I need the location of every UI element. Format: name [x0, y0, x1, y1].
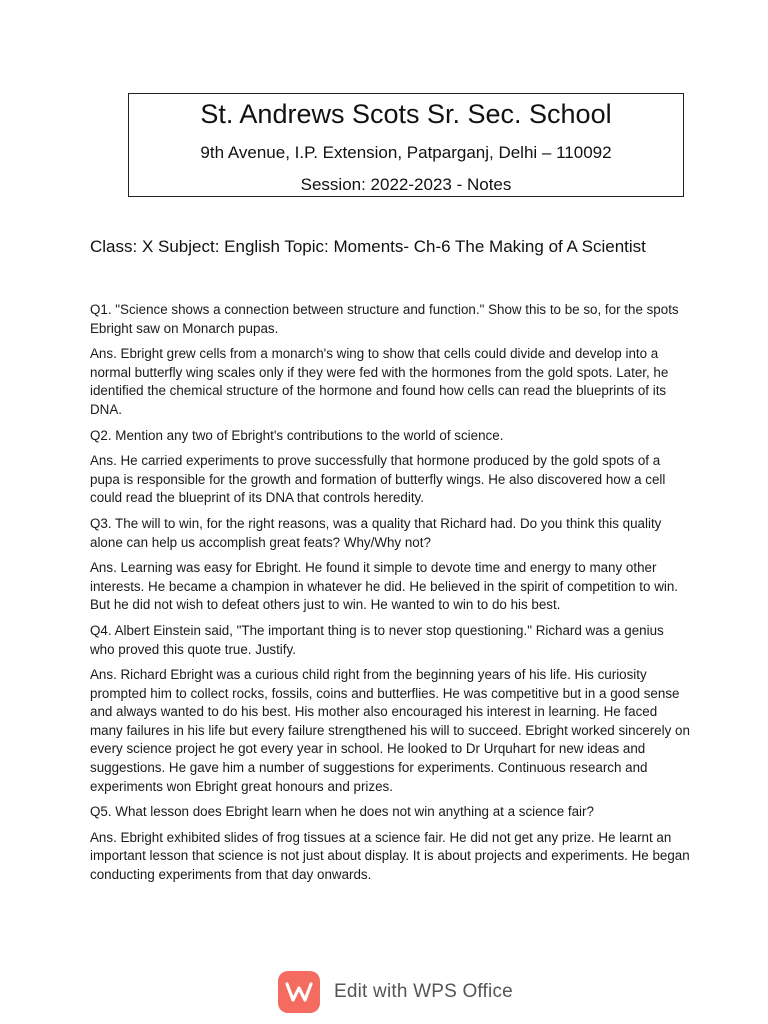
question-answer-list [90, 301, 690, 892]
answer-3: Ans. Learning was easy for Ebright. He found it simple to devote time and energy to many other interests. He became a champion in whatever he did. He believed in the spirit of competition to win. But he did not wish to defeat others just to win. He wanted to win to do his best. [90, 560, 679, 613]
school-header-box [128, 93, 684, 197]
school-address: 9th Avenue, I.P. Extension, Patparganj, Delhi – 110092 [200, 143, 612, 162]
wps-office-watermark[interactable] [278, 970, 513, 1014]
answer-2: Ans. He carried experiments to prove successfully that hormone produced by the gold spots of a pupa is responsible for the growth and formation of butterfly wings. He also discovered how a cell could read the blueprint of its DNA that controls heredity. [90, 453, 666, 506]
wps-watermark-text: Edit with WPS Office [334, 981, 513, 1002]
class-subject-topic: Class: X Subject: English Topic: Moments- Ch-6 The Making of A Scientist [90, 237, 646, 256]
session-label: Session: 2022-2023 - Notes [300, 175, 512, 194]
wps-logo-icon [278, 971, 320, 1013]
question-3: Q3. The will to win, for the right reasons, was a quality that Richard had. Do you think this quality alone can help us accomplish great feats? Why/Why not? [90, 515, 662, 550]
question-5: Q5. What lesson does Ebright learn when he does not win anything at a science fair? [90, 804, 594, 820]
question-1: Q1. "Science shows a connection between structure and function." Show this to be so, for the spots Ebright saw on Monarch pupas. [90, 302, 679, 336]
school-name: St. Andrews Scots Sr. Sec. School [200, 99, 612, 129]
answer-4: Ans. Richard Ebright was a curious child right from the beginning years of his life. His curiosity prompted him to collect rocks, fossils, coins and butterflies. He was competitive but in a good sense and always wanted to do his best. His mother also encouraged his interest in learning. He faced many failures in his life but every failure strengthened his will to succeed. Ebright worked sincerely on every science project he got every year in school. He looked to Dr Urquhart for new ideas and suggestions. He gave him a number of suggestions for experiments. Continuous research and experiments won Ebright great honours and prizes. [90, 667, 690, 794]
question-2: Q2. Mention any two of Ebright's contributions to the world of science. [90, 427, 504, 443]
question-4: Q4. Albert Einstein said, "The important thing is to never stop questioning." Richard was a genius who proved this quote true. Justify. [90, 622, 664, 657]
answer-1: Ans. Ebright grew cells from a monarch's wing to show that cells could divide and develop into a normal butterfly wing scales only if they were fed with the hormones from the gold spots. Later, he identified the chemical structure of the hormone and found how cells can read the blueprints of its DNA. [90, 346, 669, 417]
answer-5: Ans. Ebright exhibited slides of frog tissues at a science fair. He did not get any prize. He learnt an important lesson that science is not just about display. It is about projects and experiments. He began conducting experiments from that day onwards. [90, 829, 690, 883]
